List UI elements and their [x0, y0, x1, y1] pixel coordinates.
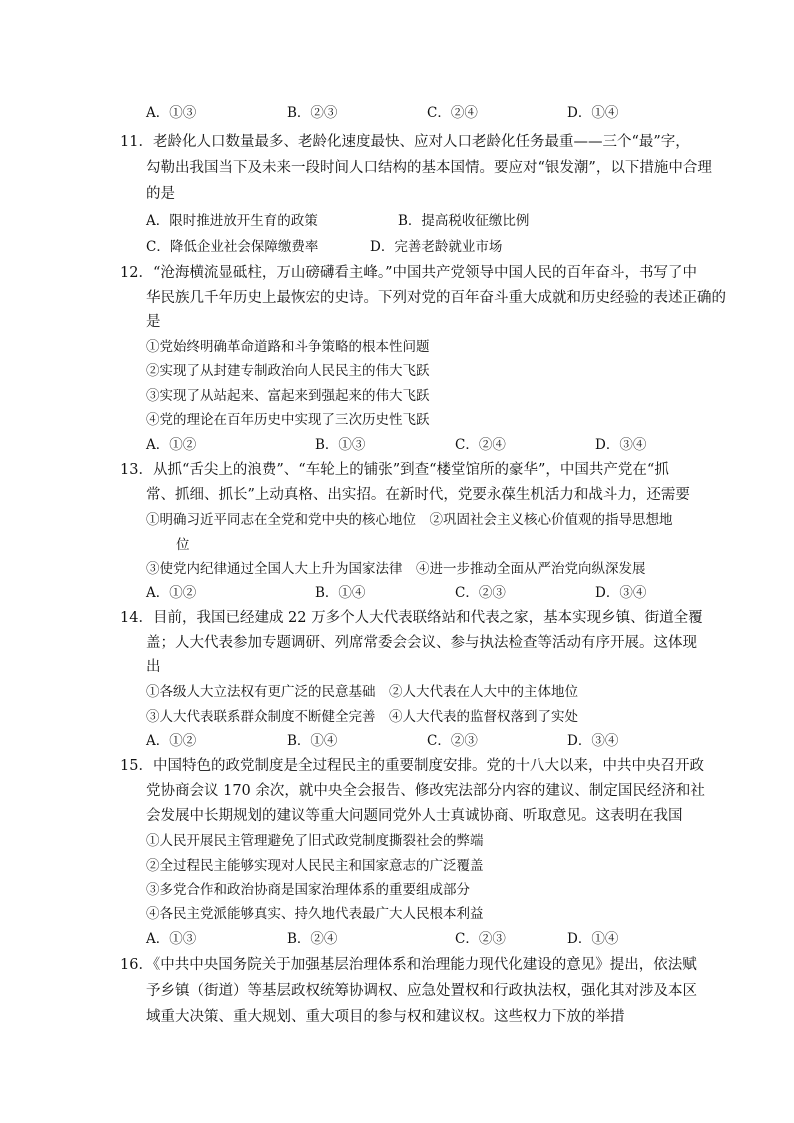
q16-stem-line-3: 域重大决策、重大规划、重大项目的参与权和建议权。这些权力下放的举措 — [146, 1009, 625, 1025]
q15-stem-line-3: 会发展中长期规划的建议等重大问题同党外人士真诚协商、听取意见。这表明在我国 — [146, 808, 683, 824]
q15-choice-b[interactable]: B．②④ — [287, 931, 338, 947]
q13-choice-d[interactable]: D．③④ — [595, 585, 647, 601]
q15-statement-3: ③多党合作和政治协商是国家治理体系的重要组成部分 — [146, 882, 470, 898]
q12-stem-line-2: 华民族几千年历史上最恢宏的史诗。下列对党的百年奋斗重大成就和历史经验的表述正确的 — [146, 290, 726, 306]
q12-statement-1: ①党始终明确革命道路和斗争策略的根本性问题 — [146, 339, 430, 355]
q11-option-d[interactable]: D．完善老龄就业市场 — [370, 239, 503, 255]
q16-stem-line-1: 16．《中共中央国务院关于加强基层治理体系和治理能力现代化建设的意见》提出，依法赋 — [120, 957, 697, 973]
q11-option-a[interactable]: A．限时推进放开生育的政策 — [146, 213, 318, 229]
q15-statement-2: ②全过程民主能够实现对人民民主和国家意志的广泛覆盖 — [146, 858, 484, 874]
q13-stem-line-2: 常、抓细、抓长”上动真格、出实招。在新时代，党要永葆生机活力和战斗力，还需要 — [146, 487, 690, 503]
q14-choice-d[interactable]: D．③④ — [567, 733, 619, 749]
q12-choice-a[interactable]: A．①② — [146, 437, 197, 453]
q13-choice-c[interactable]: C．②③ — [455, 585, 506, 601]
q13-choice-a[interactable]: A．①② — [146, 585, 197, 601]
q12-choice-c[interactable]: C．②④ — [455, 437, 506, 453]
q12-stem-line-3: 是 — [146, 314, 161, 330]
q14-choice-a[interactable]: A．①② — [146, 733, 197, 749]
q11-stem-line-1: 11．老龄化人口数量最多、老龄化速度最快、应对人口老龄化任务最重——三个“最”字， — [120, 134, 690, 150]
q13-statements-row-1: ①明确习近平同志在全党和党中央的核心地位 ②巩固社会主义核心价值观的指导思想地 — [146, 512, 673, 528]
q10-choice-a[interactable]: A．①③ — [146, 105, 197, 121]
q12-choice-d[interactable]: D．③④ — [595, 437, 647, 453]
q13-choice-b[interactable]: B．①④ — [315, 585, 366, 601]
q12-statement-2: ②实现了从封建专制政治向人民民主的伟大飞跃 — [146, 363, 430, 379]
q13-statements-row-2: ③使党内纪律通过全国人大上升为国家法律 ④进一步推动全面从严治党向纵深发展 — [146, 561, 646, 577]
q16-stem-line-2: 予乡镇（街道）等基层政权统筹协调权、应急处置权和行政执法权，强化其对涉及本区 — [146, 983, 697, 999]
q15-choice-d[interactable]: D．①④ — [567, 931, 619, 947]
q11-option-b[interactable]: B．提高税收征缴比例 — [398, 213, 530, 229]
q14-statements-row-1: ①各级人大立法权有更广泛的民意基础 ②人大代表在人大中的主体地位 — [146, 684, 578, 700]
q10-choice-d[interactable]: D．①④ — [567, 105, 619, 121]
q14-choice-b[interactable]: B．①④ — [287, 733, 338, 749]
q12-statement-3: ③实现了从站起来、富起来到强起来的伟大飞跃 — [146, 388, 430, 404]
q11-option-c[interactable]: C．降低企业社会保障缴费率 — [146, 239, 319, 255]
q11-stem-line-2: 勾勒出我国当下及未来一段时间人口结构的基本国情。要应对“银发潮”，以下措施中合理 — [146, 160, 712, 176]
q14-stem-line-1: 14．目前，我国已经建成 22 万多个人大代表联络站和代表之家，基本实现乡镇、街道全覆 — [120, 610, 703, 626]
q11-stem-line-3: 的是 — [146, 186, 175, 202]
q15-stem-line-2: 党协商会议 170 余次，就中央全会报告、修改宪法部分内容的建议、制定国民经济和社 — [146, 783, 705, 799]
q15-statement-1: ①人民开展民主管理避免了旧式政党制度撕裂社会的弊端 — [146, 833, 484, 849]
q14-choice-c[interactable]: C．②③ — [427, 733, 478, 749]
q12-stem-line-1: 12．“沧海横流显砥柱，万山磅礴看主峰。”中国共产党领导中国人民的百年奋斗，书写了中 — [120, 265, 698, 281]
q15-stem-line-1: 15．中国特色的政党制度是全过程民主的重要制度安排。党的十八大以来，中共中央召开政 — [120, 758, 704, 774]
q14-stem-line-3: 出 — [146, 659, 161, 675]
q13-statements-row-1-cont: 位 — [176, 537, 190, 553]
q12-choice-b[interactable]: B．①③ — [315, 437, 366, 453]
q14-statements-row-2: ③人大代表联系群众制度不断健全完善 ④人大代表的监督权落到了实处 — [146, 709, 578, 725]
q14-stem-line-2: 盖；人大代表参加专题调研、列席常委会会议、参与执法检查等活动有序开展。这体现 — [146, 635, 697, 651]
q10-choice-c[interactable]: C．②④ — [427, 105, 478, 121]
q12-statement-4: ④党的理论在百年历史中实现了三次历史性飞跃 — [146, 412, 430, 428]
q15-choice-a[interactable]: A．①③ — [146, 931, 197, 947]
q15-choice-c[interactable]: C．②③ — [455, 931, 506, 947]
q13-stem-line-1: 13．从抓“舌尖上的浪费”、“车轮上的铺张”到查“楼堂馆所的豪华”，中国共产党在“抓 — [120, 462, 669, 478]
q10-choice-b[interactable]: B．②③ — [287, 105, 338, 121]
q15-statement-4: ④各民主党派能够真实、持久地代表最广大人民根本利益 — [146, 906, 484, 922]
